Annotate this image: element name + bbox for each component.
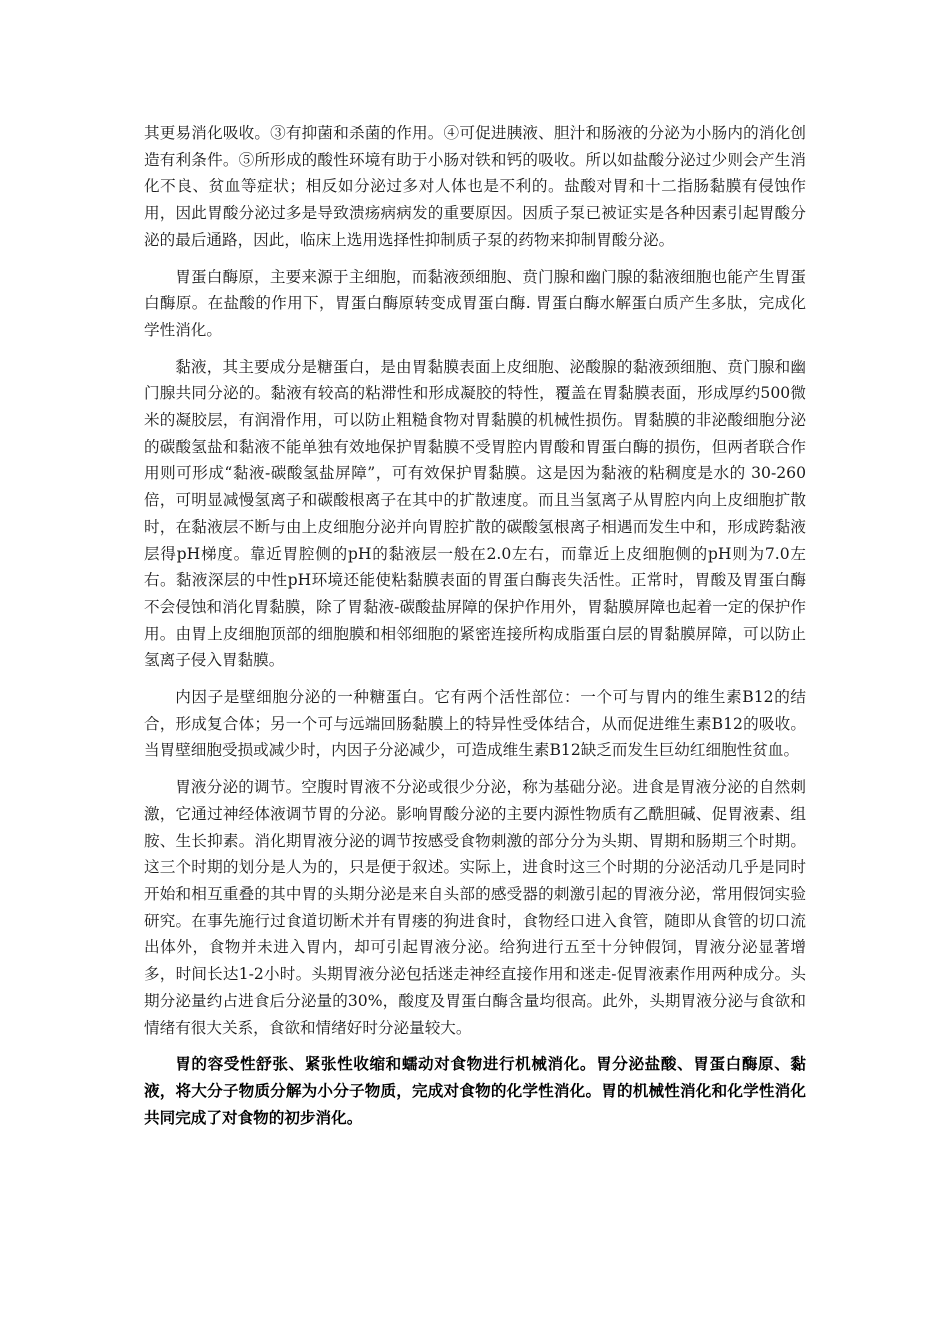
- paragraph-summary: 胃的容受性舒张、紧张性收缩和蠕动对食物进行机械消化。胃分泌盐酸、胃蛋白酶原、黏液，将大分子物质分解为小分子物质，完成对食物的化学性消化。胃的机械性消化和化学性消化共同完成了对食物的初步消化。: [144, 1054, 806, 1127]
- paragraph-pepsinogen: 胃蛋白酶原，主要来源于主细胞，而黏液颈细胞、贲门腺和幽门腺的黏液细胞也能产生胃蛋白酶原。在盐酸的作用下，胃蛋白酶原转变成胃蛋白酶. 胃蛋白酶水解蛋白质产生多肽，完成化学性消化。: [144, 267, 806, 339]
- paragraph-hydrochloric-acid: 其更易消化吸收。③有抑菌和杀菌的作用。④可促进胰液、胆汁和肠液的分泌为小肠内的消化创造有利条件。⑤所形成的酸性环境有助于小肠对铁和钙的吸收。所以如盐酸分泌过少则会产生消化不良、贫血等症状；相反如分泌过多对人体也是不利的。盐酸对胃和十二指肠黏膜有侵蚀作用，因此胃酸分泌过多是导致溃疡病病发的重要原因。因质子泵已被证实是各种因素引起胃酸分泌的最后通路，因此，临床上选用选择性抑制质子泵的药物来抑制胃酸分泌。: [144, 124, 806, 249]
- paragraph-secretion-regulation: 胃液分泌的调节。空腹时胃液不分泌或很少分泌，称为基础分泌。进食是胃液分泌的自然刺激，它通过神经体液调节胃的分泌。影响胃酸分泌的主要内源性物质有乙酰胆碱、促胃液素、组胺、生长抑素。消化期胃液分泌的调节按感受食物刺激的部分分为头期、胃期和肠期三个时期。这三个时期的划分是人为的，只是便于叙述。实际上，进食时这三个时期的分泌活动几乎是同时开始和相互重叠的其中胃的头期分泌是来自头部的感受器的刺激引起的胃液分泌，常用假饲实验研究。在事先施行过食道切断术并有胃瘘的狗进食时，食物经口进入食管，随即从食管的切口流出体外，食物并未进入胃内，却可引起胃液分泌。给狗进行五至十分钟假饲，胃液分泌显著增多，时间长达1-2小时。头期胃液分泌包括迷走神经直接作用和迷走-促胃液素作用两种成分。头期分泌量约占进食后分泌量的30%，酸度及胃蛋白酶含量均很高。此外，头期胃液分泌与食欲和情绪有很大关系，食欲和情绪好时分泌量较大。: [144, 778, 806, 1037]
- paragraph-mucus: 黏液，其主要成分是糖蛋白，是由胃黏膜表面上皮细胞、泌酸腺的黏液颈细胞、贲门腺和幽门腺共同分泌的。黏液有较高的粘滞性和形成凝胶的特性，覆盖在胃黏膜表面，形成厚约500微米的凝胶层，有润滑作用，可以防止粗糙食物对胃黏膜的机械性损伤。胃黏膜的非泌酸细胞分泌的碳酸氢盐和黏液不能单独有效地保护胃黏膜不受胃腔内胃酸和胃蛋白酶的损伤，但两者联合作用则可形成“黏液-碳酸氢盐屏障”，可有效保护胃黏膜。这是因为黏液的粘稠度是水的 30-260 倍，可明显减慢氢离子和碳酸根离子在其中的扩散速度。而且当氢离子从胃腔内向上皮细胞扩散时，在黏液层不断与由上皮细胞分泌并向胃腔扩散的碳酸氢根离子相遇而发生中和，形成跨黏液层得pH梯度。靠近胃腔侧的pH的黏液层一般在2.0左右，而靠近上皮细胞侧的pH则为7.0左右。黏液深层的中性pH环境还能使粘黏膜表面的胃蛋白酶丧失活性。正常时，胃酸及胃蛋白酶不会侵蚀和消化胃黏膜，除了胃黏液-碳酸盐屏障的保护作用外，胃黏膜屏障也起着一定的保护作用。由胃上皮细胞顶部的细胞膜和相邻细胞的紧密连接所构成脂蛋白层的胃黏膜屏障，可以防止氢离子侵入胃黏膜。: [144, 357, 806, 670]
- paragraph-intrinsic-factor: 内因子是壁细胞分泌的一种糖蛋白。它有两个活性部位：一个可与胃内的维生素B12的结合，形成复合体；另一个可与远端回肠黏膜上的特异性受体结合，从而促进维生素B12的吸收。当胃壁细胞受损或减少时，内因子分泌减少，可造成维生素B12缺乏而发生巨幼红细胞性贫血。: [144, 688, 806, 760]
